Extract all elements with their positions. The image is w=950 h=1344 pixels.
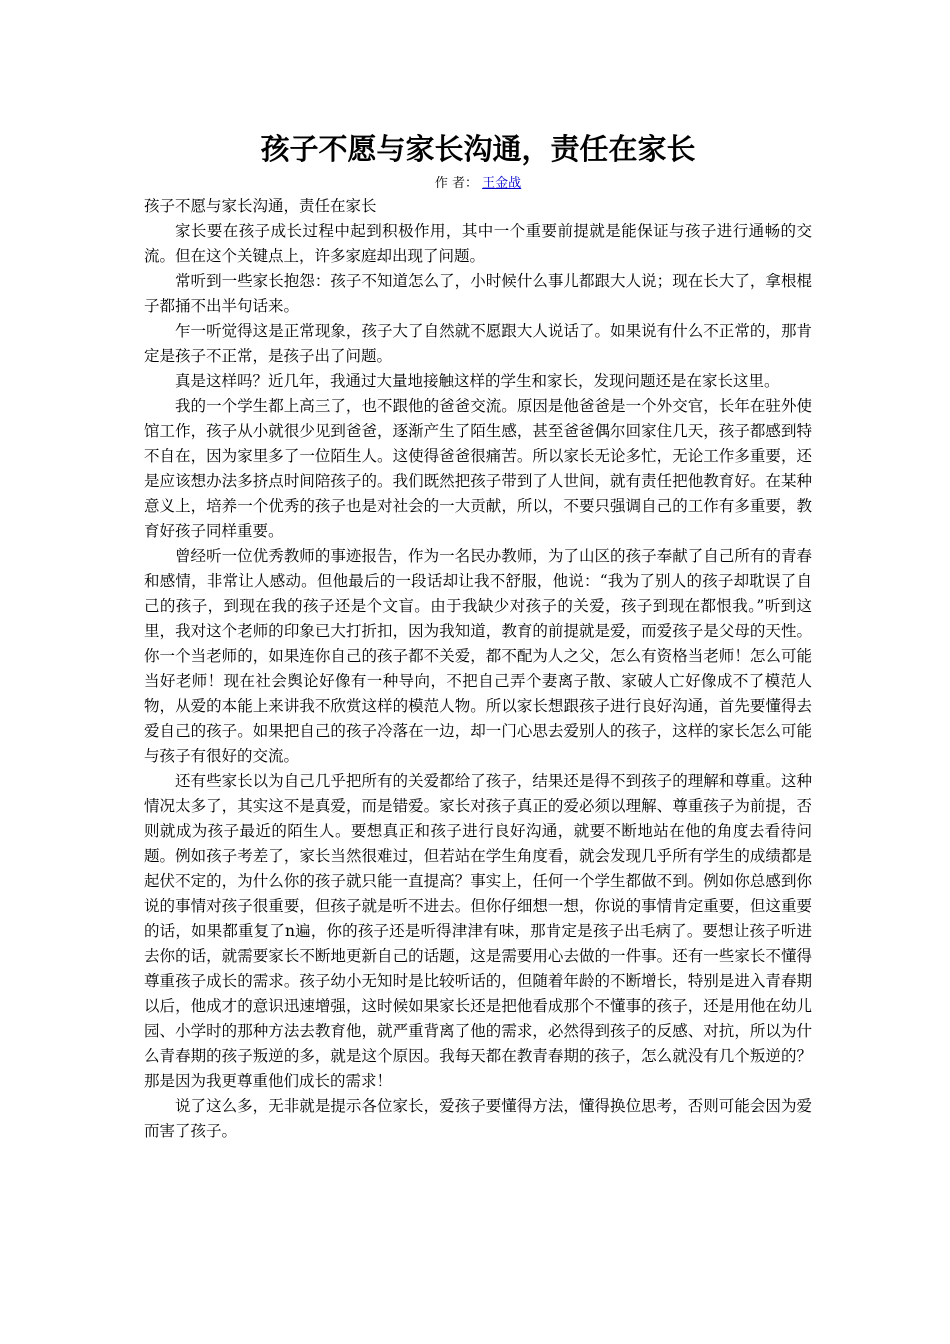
paragraph-8: 说了这么多，无非就是提示各位家长，爱孩子要懂得方法，懂得换位思考，否则可能会因为爱而害了孩子。	[144, 1097, 812, 1140]
article	[144, 128, 812, 1144]
paragraph-2: 常听到一些家长抱怨：孩子不知道怎么了，小时候什么事儿都跟大人说；现在长大了，拿根棍子都捅不出半句话来。	[144, 272, 812, 315]
author-byline	[144, 174, 812, 194]
paragraph-3: 乍一听觉得这是正常现象，孩子大了自然就不愿跟大人说话了。如果说有什么不正常的，那肯定是孩子不正常，是孩子出了问题。	[144, 322, 812, 365]
paragraph-1: 家长要在孩子成长过程中起到积极作用，其中一个重要前提就是能保证与孩子进行通畅的交流。但在这个关键点上，许多家庭却出现了问题。	[144, 222, 812, 265]
paragraph-5: 我的一个学生都上高三了，也不跟他的爸爸交流。原因是他爸爸是一个外交官，长年在驻外使馆工作，孩子从小就很少见到爸爸，逐渐产生了陌生感，甚至爸爸偶尔回家住几天，孩子都感到特不自在，因为家里多了一位陌生人。这使得爸爸很痛苦。所以家长无论多忙，无论工作多重要，还是应该想办法多挤点时间陪孩子的。我们既然把孩子带到了人世间，就有责任把他教育好。在某种意义上，培养一个优秀的孩子也是对社会的一大贡献，所以，不要只强调自己的工作有多重要，教育好孩子同样重要。	[144, 397, 812, 540]
author-label: 作 者：	[434, 176, 478, 191]
article-subhead: 孩子不愿与家长沟通，责任在家长	[144, 197, 377, 215]
paragraph-4: 真是这样吗？近几年，我通过大量地接触这样的学生和家长，发现问题还是在家长这里。	[175, 372, 780, 390]
article-title: 孩子不愿与家长沟通，责任在家长	[260, 132, 696, 166]
paragraph-7: 还有些家长以为自己几乎把所有的关爱都给了孩子，结果还是得不到孩子的理解和尊重。这种情况太多了，其实这不是真爱，而是错爱。家长对孩子真正的爱必须以理解、尊重孩子为前提，否则就成为孩子最近的陌生人。要想真正和孩子进行良好沟通，就要不断地站在他的角度去看待问题。例如孩子考差了，家长当然很难过，但若站在学生角度看，就会发现几乎所有学生的成绩都是起伏不定的，为什么你的孩子就只能一直提高？事实上，任何一个学生都做不到。例如你总感到你说的事情对孩子很重要，但孩子就是听不进去。但你仔细想一想，你说的事情肯定重要，但这重要的话，如果都重复了n遍，你的孩子还是听得津津有味，那肯定是孩子出毛病了。要想让孩子听进去你的话，就需要家长不断地更新自己的话题，这是需要用心去做的一件事。还有一些家长不懂得尊重孩子成长的需求。孩子幼小无知时是比较听话的，但随着年龄的不断增长，特别是进入青春期以后，他成才的意识迅速增强，这时候如果家长还是把他看成那个不懂事的孩子，还是用他在幼儿园、小学时的那种方法去教育他，就严重背离了他的需求，必然得到孩子的反感、对抗，所以为什么青春期的孩子叛逆的多，就是这个原因。我每天都在教青春期的孩子，怎么就没有几个叛逆的？那是因为我更尊重他们成长的需求！	[144, 772, 812, 1090]
paragraph-6: 曾经听一位优秀教师的事迹报告，作为一名民办教师，为了山区的孩子奉献了自己所有的青春和感情，非常让人感动。但他最后的一段话却让我不舒服，他说：“我为了别人的孩子却耽误了自己的孩子，到现在我的孩子还是个文盲。由于我缺少对孩子的关爱，孩子到现在都恨我。”听到这里，我对这个老师的印象已大打折扣，因为我知道，教育的前提就是爱，而爱孩子是父母的天性。你一个当老师的，如果连你自己的孩子都不关爱，都不配为人之父，怎么有资格当老师！怎么可能当好老师！现在社会舆论好像有一种导向，不把自己弄个妻离子散、家破人亡好像成不了模范人物，从爱的本能上来讲我不欣赏这样的模范人物。所以家长想跟孩子进行良好沟通，首先要懂得去爱自己的孩子。如果把自己的孩子冷落在一边，却一门心思去爱别人的孩子，这样的家长怎么可能与孩子有很好的交流。	[144, 547, 812, 765]
author-link[interactable]: 王金战	[482, 176, 522, 191]
